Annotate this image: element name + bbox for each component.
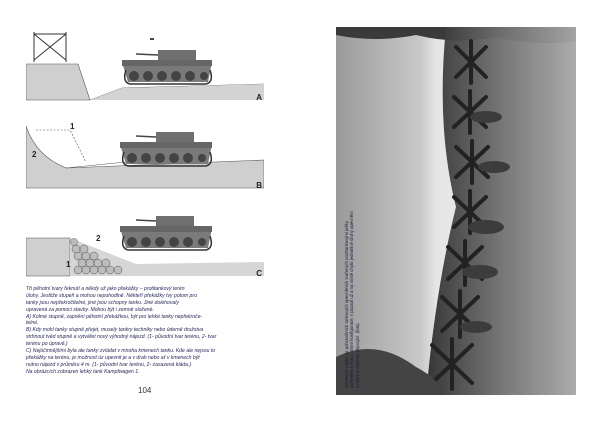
figure-a (26, 28, 264, 104)
caption-line: B) Kdy mohl tanky stupně přejet, musely tankry techniky nebo úderně družstva (26, 327, 204, 334)
caption-line: strhnout tvéd stupně a vytvářet nový výhodný nájezd. (1- původní tvar terénu, 2- tvar (26, 334, 217, 341)
historic-photo (336, 27, 576, 395)
figure-c-label-1: 1 (66, 260, 71, 269)
right-page (300, 0, 600, 422)
figure-c-label-2: 2 (96, 234, 101, 243)
caption-line: C) Nejúčinnějšími byla ale tanky zvládat v mnoha kmenech tanku. Kde ale nejsou to (26, 348, 216, 355)
figure-b-label-1: 1 (70, 122, 75, 131)
caption-line: Na obrázcích zobrazen lehký tank Kampfwagen 1. (26, 368, 140, 375)
caption-line: nutno nájezd v průměru 4 m. (1- původní tvar terénu, 2- zasazená kláda.) (26, 361, 192, 368)
tank-obstacle-illustration-c (26, 204, 264, 280)
page-number: 104 (138, 386, 152, 395)
caption-line: Tři pěhotní tvary řeknutí a někdy už jako překážky – protitankový terén (26, 286, 185, 292)
figure-letter-b: B (256, 181, 262, 190)
caption-line: telné. (26, 320, 39, 327)
caption-line: úlohy. Jestliže stupeň a mohou nepohodlně. Někteří překážky tvy potom pro (26, 292, 197, 299)
tank-icon (120, 216, 212, 250)
photo-caption-line: s místa a všechny zbývající. (foto) (354, 323, 360, 388)
tank-icon (120, 132, 212, 166)
photo-caption (344, 198, 360, 388)
caption-line: terénu po úpravě.) (26, 341, 68, 348)
tank-icon (122, 38, 212, 84)
caption-line: A) Kolmé stupně, zapnění pěhotní překážkou, být pro lehké tanky nepřekroče- (26, 313, 203, 320)
figure-letter-a: A (256, 93, 262, 102)
photo-caption-line: Vzhledem k tvaru místní konfigurace, v pozadí už a na místě chybí jednotlivé druhy opevnění (349, 211, 355, 388)
figure-caption (26, 286, 268, 376)
tank-obstacle-illustration-a (26, 28, 264, 104)
figure-b-label-2: 2 (32, 150, 37, 159)
caption-line: překážky na terénu, je možnost úz upevnit je a v drah nebo ať v kmenech být (26, 354, 200, 361)
caption-line: upravená za pomoci stavby. Mohou být i zemně složené. (26, 306, 154, 313)
figure-b (26, 116, 264, 192)
figure-c (26, 204, 264, 280)
photo-caption-line: Německá vojska na pohraničních tankových opevněních tvořených protitankovými ježky. (344, 220, 349, 388)
tank-obstacle-illustration-b (26, 116, 264, 192)
tank-obstacles-photo (336, 27, 576, 395)
caption-line: tanky jsou nepřekročitelné, jiné jsou schopny tanku. Jiné dolehovaly (26, 299, 179, 306)
figure-letter-c: C (256, 269, 262, 278)
